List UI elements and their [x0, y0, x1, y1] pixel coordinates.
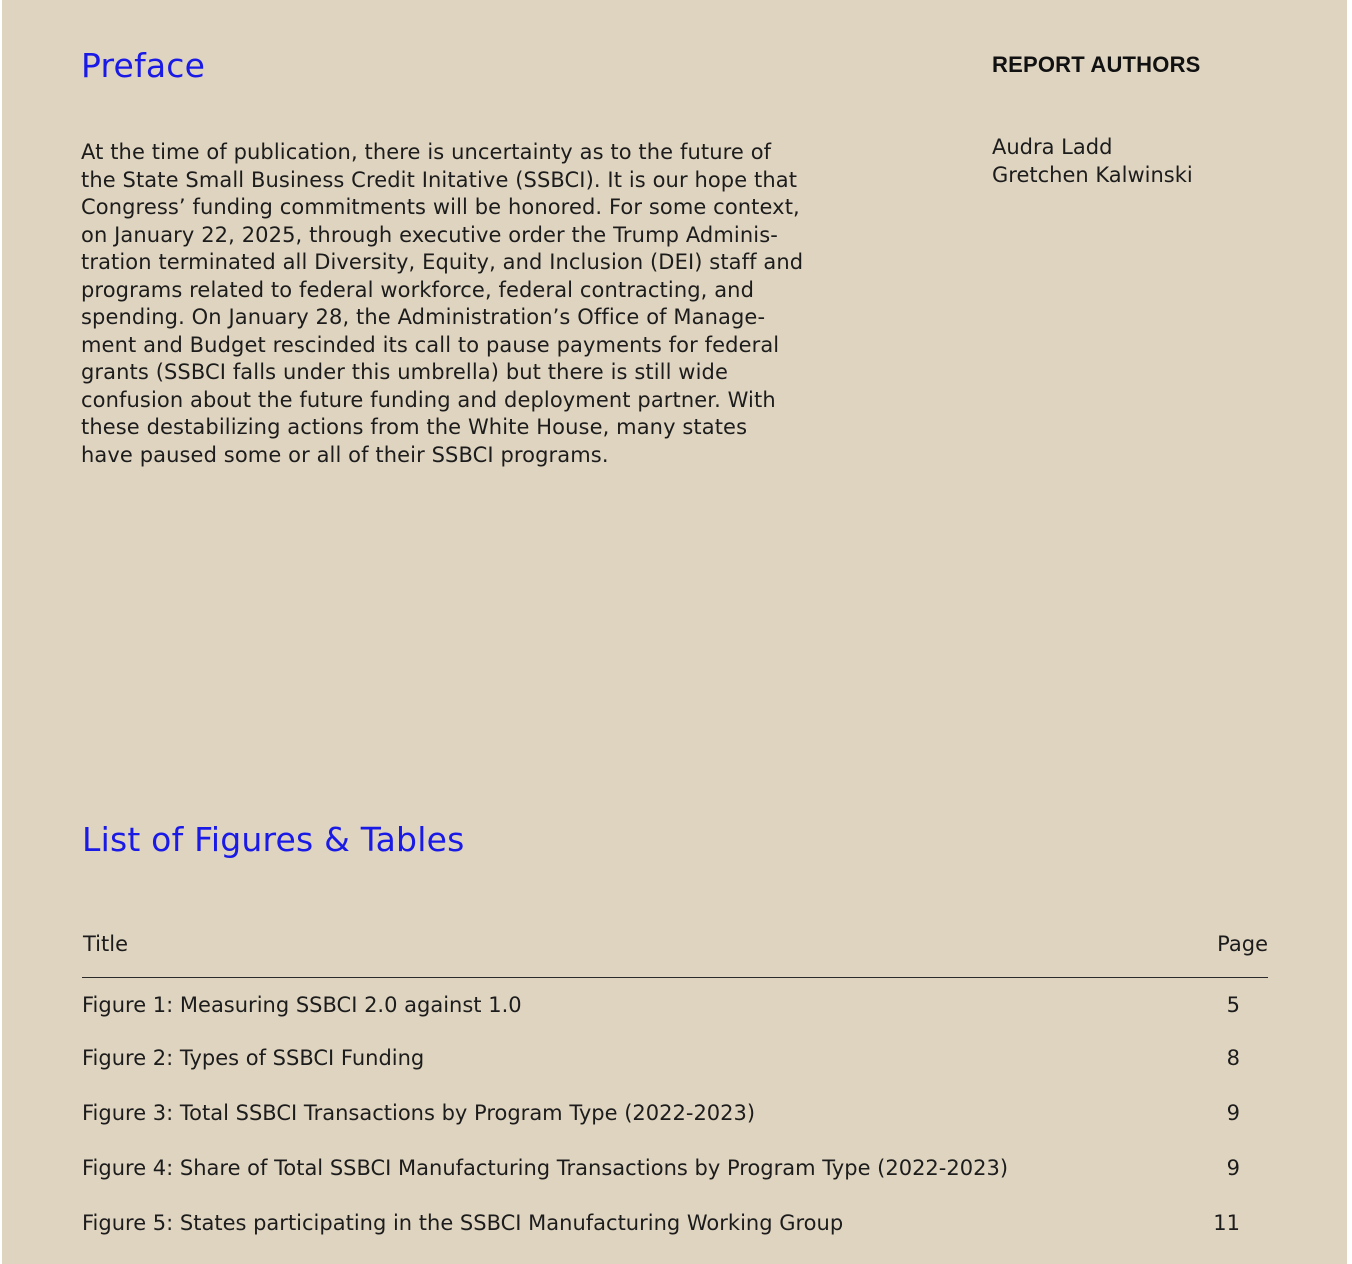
table-row: [82, 990, 1268, 1020]
table-row: [82, 1153, 1268, 1183]
figure-title: Figure 1: Measuring SSBCI 2.0 against 1.0: [82, 993, 522, 1017]
figure-title: Figure 5: States participating in the SSBCI Manufacturing Working Group: [82, 1211, 844, 1235]
figure-title: Figure 2: Types of SSBCI Funding: [82, 1046, 425, 1070]
figures-table-header: [82, 924, 1268, 978]
column-header-page: Page: [1217, 932, 1268, 956]
author-name: Audra Ladd: [992, 135, 1113, 159]
table-row: [82, 1208, 1268, 1238]
author-name: Gretchen Kalwinski: [992, 162, 1193, 187]
figure-title: Figure 3: Total SSBCI Transactions by Program Type (2022-2023): [82, 1101, 756, 1125]
table-row: [82, 1098, 1268, 1128]
column-header-title: Title: [83, 932, 129, 956]
figure-title: Figure 4: Share of Total SSBCI Manufacturing Transactions by Program Type (2022-2023): [82, 1156, 1009, 1180]
figure-page-number: 11: [1213, 1211, 1240, 1235]
report-authors-heading: REPORT AUTHORS: [992, 52, 1201, 77]
figures-table: [82, 924, 1268, 1235]
figure-page-number: 8: [1226, 1046, 1240, 1070]
table-row: [82, 1043, 1268, 1073]
document-page: [2, 0, 1347, 1264]
list-of-figures-title: List of Figures & Tables: [82, 820, 465, 859]
figure-page-number: 5: [1226, 993, 1240, 1017]
preface-title: Preface: [81, 46, 206, 85]
preface-body: At the time of publication, there is uncertainty as to the future of the State Small Business Credit Initative (SSBCI). It is our hope that Congress’ funding commitments will be honored. For some context, on January 22, 2025, through executive order the Trump Adminis- tration terminated all Diversity, Equity, and Inclusion (DEI) staff and programs related to federal workforce, federal contracting, and spending. On January 28, the Administration’s Office of Manage- ment and Budget rescinded its call to pause payments for federal grants (SSBCI falls under this umbrella) but there is still wide confusion about the future funding and deployment partner. With these destabilizing actions from the White House, many states have paused some or all of their SSBCI programs.: [81, 140, 804, 467]
figure-page-number: 9: [1226, 1101, 1240, 1125]
figure-page-number: 9: [1226, 1156, 1240, 1180]
authors-list: [992, 134, 1193, 189]
